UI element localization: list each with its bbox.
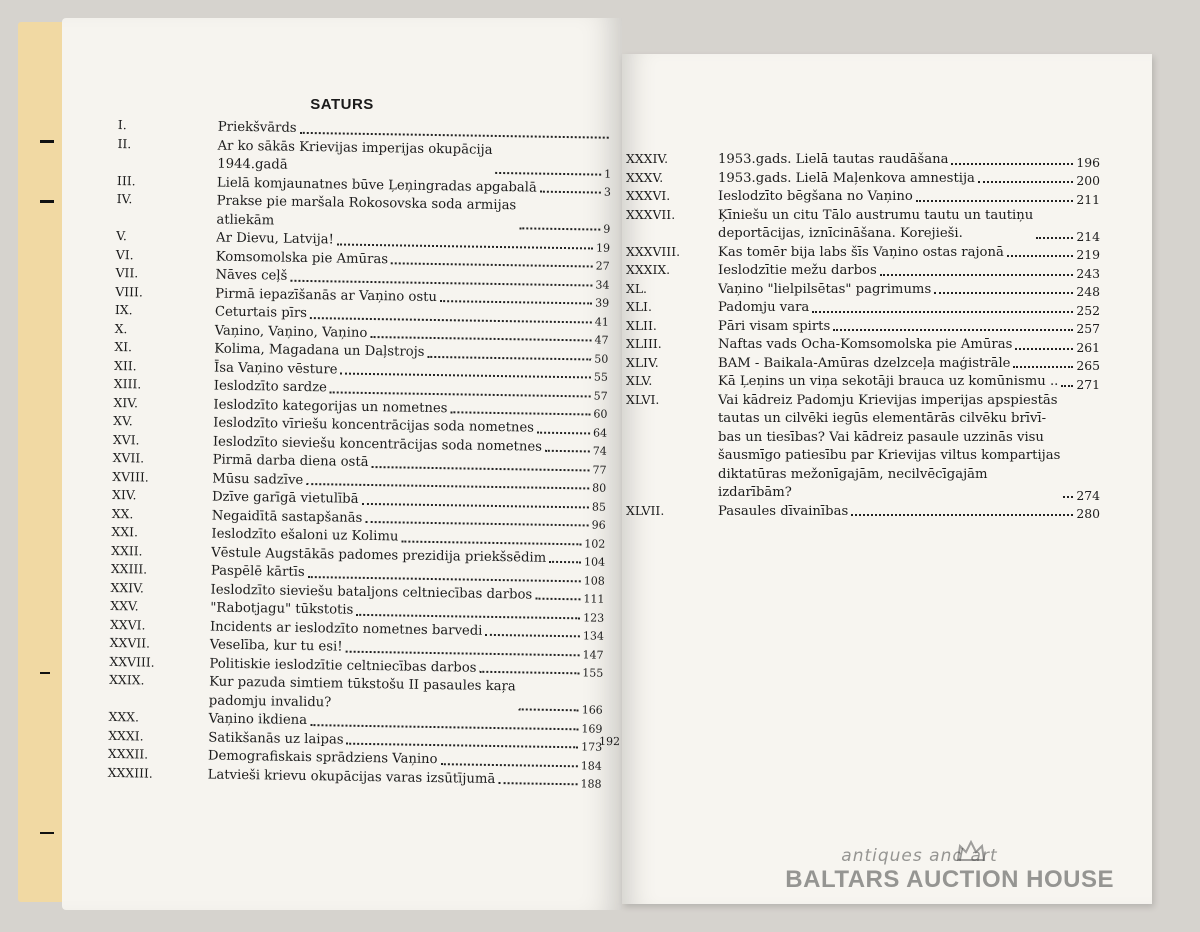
toc-entry-title: Dzīve garīgā vietulībā bbox=[211, 489, 359, 507]
dot-leader bbox=[347, 743, 579, 749]
toc-entry-number: XVIII. bbox=[112, 468, 149, 485]
toc-entry-title: Ieslodzīto sardze bbox=[213, 378, 327, 396]
toc-entry-title: Prakse pie maršala Rokosovska soda armijas atliekām bbox=[216, 193, 517, 228]
toc-entry bbox=[626, 262, 1100, 281]
cover-mark bbox=[40, 672, 50, 674]
toc-entry-title: Kā Ļeņins un viņa sekotāji brauca uz komūnismu .. bbox=[718, 374, 1059, 389]
toc-entry bbox=[626, 373, 1100, 392]
dot-leader bbox=[851, 514, 1073, 516]
watermark bbox=[785, 846, 1114, 894]
dot-leader bbox=[370, 336, 591, 341]
toc-entry-title: Vēstule Augstākās padomes prezidija priekšsēdim bbox=[211, 545, 547, 566]
toc-entry-title: Ar ko sākās Krievijas imperijas okupācija 1944.gadā bbox=[217, 138, 493, 173]
toc-entry bbox=[626, 151, 1100, 170]
toc-extra-page-number: 192 bbox=[598, 734, 621, 749]
toc-entry-number: IX. bbox=[114, 301, 133, 318]
toc-entry-page: 19 bbox=[595, 241, 611, 255]
toc-entry-number: XIV. bbox=[113, 394, 139, 410]
dot-leader bbox=[519, 227, 600, 230]
toc-entry bbox=[626, 170, 1100, 189]
toc-entry-number: XVII. bbox=[112, 449, 145, 466]
toc-entry-number: XXIX. bbox=[109, 671, 145, 688]
toc-entry-page: 188 bbox=[580, 777, 602, 791]
toc-entry-title: Īsa Vaņino vēsture bbox=[213, 360, 338, 377]
toc-entry-number: XLI. bbox=[626, 299, 652, 314]
toc-entry-title: Ieslodzīto bēgšana no Vaņino bbox=[718, 189, 913, 204]
toc-entry bbox=[626, 207, 1100, 244]
toc-entry-number: XII. bbox=[113, 357, 137, 373]
toc-entry-number: X. bbox=[114, 320, 128, 336]
toc-entry-title: Vaņino ikdiena bbox=[208, 711, 308, 729]
dot-leader bbox=[427, 355, 591, 360]
toc-entry-page: 96 bbox=[591, 518, 606, 532]
toc-entry-number: III. bbox=[116, 172, 136, 188]
dot-leader bbox=[306, 483, 589, 489]
toc-entry-title: Ceturtais pīrs bbox=[214, 304, 308, 321]
toc-entry-page: 57 bbox=[593, 389, 608, 403]
dot-leader bbox=[833, 329, 1073, 331]
dot-leader bbox=[310, 724, 578, 730]
toc-entry-number: XLII. bbox=[626, 317, 657, 333]
toc-entry-title: Ieslodzītie mežu darbos bbox=[718, 263, 877, 278]
toc-entry-title: Ieslodzīto kategorijas un nometnes bbox=[213, 397, 448, 416]
toc-entry-number: XXVIII. bbox=[109, 653, 155, 670]
toc-entry-title: Veselība, kur tu esi! bbox=[209, 637, 343, 655]
toc-entry-title: Mūsu sadzīve bbox=[212, 471, 304, 488]
dot-leader bbox=[1036, 237, 1073, 239]
toc-entry-number: XIII. bbox=[113, 375, 142, 392]
toc-entry-page: 271 bbox=[1076, 376, 1100, 392]
toc-entry-number: XL. bbox=[626, 280, 647, 296]
toc-entry-number: XX. bbox=[111, 505, 134, 521]
toc-entry-title: Paspēlē kārtīs bbox=[210, 563, 305, 580]
toc-entry-page: 64 bbox=[593, 426, 608, 440]
toc-entry-number: XIV. bbox=[111, 486, 137, 503]
toc-entry-page: 104 bbox=[583, 555, 606, 569]
toc-entry-page: 274 bbox=[1076, 487, 1100, 503]
toc-entry-title: Padomju vara bbox=[718, 300, 810, 315]
dot-leader bbox=[495, 171, 601, 175]
dot-leader bbox=[361, 502, 588, 508]
toc-entry-number: XXXIV. bbox=[626, 151, 669, 166]
toc-entry-number: XLV. bbox=[626, 373, 653, 388]
toc-entry-title: Nāves ceļš bbox=[215, 267, 288, 284]
toc-entry bbox=[626, 392, 1100, 503]
toc-entry-title: Priekšvārds bbox=[217, 119, 297, 136]
toc-entry-title: Incidents ar ieslodzīto nometnes barvedi bbox=[209, 619, 483, 639]
toc-entry-page: 50 bbox=[594, 352, 609, 366]
dot-leader bbox=[337, 243, 593, 249]
toc-entry-number: V. bbox=[116, 227, 127, 244]
toc-right-list bbox=[626, 151, 1100, 521]
toc-entry-title: Vai kādreiz Padomju Krievijas imperijas apspiestās tautas un cilvēki iegūs elementārās cilvēku brīvī- bas un tiesības? Vai kādreiz pasaule uzzinās visu šausmīgo patiesību par Krievijas viltus kompartijas diktatūras mežonīgajām, necilvēcīgajām izdarībām? bbox=[718, 392, 1061, 500]
dot-leader bbox=[340, 373, 591, 379]
dot-leader bbox=[934, 292, 1073, 294]
toc-entry-page: 1 bbox=[604, 167, 612, 181]
toc-entry-page: 248 bbox=[1076, 284, 1100, 299]
dot-leader bbox=[440, 300, 592, 304]
toc-entry-page: 155 bbox=[582, 666, 604, 680]
toc-entry-number: XXXIX. bbox=[626, 262, 671, 277]
toc-entry-page: 47 bbox=[594, 333, 609, 347]
toc-entry-title: Ieslodzīto sieviešu koncentrācijas soda nometnes bbox=[212, 434, 543, 455]
dot-leader bbox=[479, 671, 579, 675]
toc-entry-title: Kolima, Magadana un Daļstrojs bbox=[214, 341, 425, 360]
toc-entry-page: 74 bbox=[592, 444, 607, 458]
toc-entry-title: Vaņino, Vaņino, Vaņino bbox=[214, 323, 368, 341]
dot-leader bbox=[1013, 366, 1073, 368]
toc-entry-page: 39 bbox=[595, 296, 610, 310]
toc-entry bbox=[626, 281, 1100, 300]
toc-entry-page: 184 bbox=[580, 758, 602, 773]
toc-entry bbox=[626, 244, 1100, 263]
dot-leader bbox=[345, 650, 579, 656]
toc-entry bbox=[626, 503, 1100, 522]
toc-entry-number: XXIV. bbox=[110, 579, 144, 595]
toc-entry-number: XXXVI. bbox=[626, 188, 671, 203]
toc-entry-page: 280 bbox=[1076, 506, 1100, 521]
dot-leader bbox=[916, 200, 1074, 202]
toc-entry-page: 200 bbox=[1076, 173, 1100, 188]
toc-entry-page: 55 bbox=[593, 370, 609, 384]
toc-entry-title: Pāri visam spirts bbox=[718, 318, 831, 334]
toc-entry-number: XXII. bbox=[111, 542, 143, 558]
toc-entry bbox=[626, 318, 1100, 337]
toc-entry-number: XXV. bbox=[110, 597, 139, 614]
toc-entry-page: 85 bbox=[591, 499, 607, 514]
toc-left-list bbox=[108, 117, 612, 791]
toc-entry-page: 257 bbox=[1076, 321, 1100, 336]
dot-leader bbox=[549, 561, 581, 564]
toc-entry-title: Pirmā darba diena ostā bbox=[212, 452, 369, 470]
toc-entry-page: 27 bbox=[595, 259, 610, 273]
cover-mark bbox=[40, 832, 54, 834]
toc-entry-title: Kur pazuda simtiem tūkstošu II pasaules kaŗa padomju invalidu? bbox=[208, 674, 516, 710]
toc-entry-title: Satikšanās uz laipas bbox=[208, 729, 344, 748]
toc-entry-title: 1953.gads. Lielā tautas raudāšana bbox=[718, 152, 949, 167]
toc-entry-title: Pirmā iepazīšanās ar Vaņino ostu bbox=[215, 286, 438, 305]
dot-leader bbox=[518, 708, 578, 711]
toc-entry-title: Demografiskais sprādziens Vaņino bbox=[207, 748, 438, 768]
toc-entry-title: Pasaules dīvainības bbox=[718, 503, 849, 519]
toc-entry-page: 60 bbox=[593, 407, 608, 421]
dot-leader bbox=[391, 262, 593, 267]
watermark-brand: BALTARS AUCTION HOUSE bbox=[785, 866, 1114, 893]
toc-entry-title: Naftas vads Ocha-Komsomolska pie Amūras bbox=[718, 337, 1013, 352]
dot-leader bbox=[401, 540, 581, 545]
dot-leader bbox=[1063, 496, 1073, 498]
toc-entry-title: "Rabotjagu" tūkstotis bbox=[210, 600, 354, 618]
toc-entry-title: Ieslodzīto ešaloni uz Kolimu bbox=[211, 526, 399, 545]
toc-entry-number: XXIII. bbox=[110, 560, 148, 577]
toc-entry-page: 34 bbox=[595, 278, 610, 292]
toc-entry-page: 134 bbox=[582, 629, 605, 643]
toc-entry-number: XLVI. bbox=[626, 391, 660, 407]
dot-leader bbox=[537, 431, 590, 434]
toc-entry-title: Negaidītā sastapšanās bbox=[211, 508, 363, 526]
dot-leader bbox=[978, 181, 1073, 183]
toc-entry-title: Kas tomēr bija labs šīs Vaņino ostas rajonā bbox=[718, 244, 1004, 260]
cover-mark bbox=[40, 140, 54, 143]
dot-leader bbox=[540, 191, 601, 194]
toc-entry-number: XLIII. bbox=[626, 336, 662, 351]
toc-entry bbox=[626, 336, 1100, 355]
toc-entry-page: 196 bbox=[1076, 154, 1100, 170]
toc-entry-number: XXXVIII. bbox=[626, 243, 681, 259]
toc-entry-number: VIII. bbox=[115, 283, 143, 299]
toc-entry-number: XXVII. bbox=[109, 634, 151, 651]
toc-entry-number: I. bbox=[117, 117, 127, 133]
toc-entry-page: 243 bbox=[1076, 265, 1100, 281]
toc-entry-page: 123 bbox=[583, 610, 605, 625]
toc-entry-number: XLVII. bbox=[626, 502, 665, 518]
page-title: SATURS bbox=[310, 96, 374, 113]
dot-leader bbox=[310, 317, 592, 323]
toc-entry-number: XVI. bbox=[112, 431, 140, 447]
dot-leader bbox=[535, 598, 580, 601]
dot-leader bbox=[440, 763, 577, 767]
dot-leader bbox=[812, 311, 1073, 313]
toc-entry-page: 9 bbox=[603, 222, 611, 236]
toc-entry-title: Ieslodzīto sieviešu bataljons celtniecības darbos bbox=[210, 582, 533, 603]
toc-entry-page: 147 bbox=[582, 647, 604, 662]
toc-entry-title: Vaņino "lielpilsētas" pagrimums bbox=[718, 281, 932, 297]
toc-entry-number: XXXV. bbox=[626, 169, 664, 185]
toc-entry-number: II. bbox=[117, 135, 132, 151]
toc-entry bbox=[626, 355, 1100, 374]
toc-entry-page: 169 bbox=[581, 721, 603, 736]
toc-entry-page: 219 bbox=[1076, 247, 1100, 262]
toc-entry-title: Ar Dievu, Latvija! bbox=[215, 230, 334, 248]
cover-mark bbox=[40, 200, 54, 203]
toc-entry-number: XI. bbox=[114, 338, 133, 355]
toc-entry-page: 261 bbox=[1076, 339, 1100, 355]
toc-entry bbox=[626, 299, 1100, 318]
dot-leader bbox=[880, 274, 1074, 276]
dot-leader bbox=[1007, 255, 1074, 257]
toc-entry-title: 1953.gads. Lielā Maļenkova amnestija bbox=[718, 170, 975, 186]
toc-entry-number: XLIV. bbox=[626, 354, 659, 370]
toc-entry-number: XXXVII. bbox=[626, 206, 676, 222]
dot-leader bbox=[365, 521, 588, 527]
dot-leader bbox=[545, 450, 590, 453]
dot-leader bbox=[498, 782, 577, 785]
dot-leader bbox=[300, 131, 609, 138]
watermark-tagline: antiques and art bbox=[841, 846, 998, 866]
toc-entry-page: 265 bbox=[1076, 358, 1100, 373]
toc-entry-page: 211 bbox=[1076, 191, 1100, 207]
dot-leader bbox=[951, 163, 1073, 165]
toc-entry-title: Komsomolska pie Amūras bbox=[215, 249, 389, 267]
dot-leader bbox=[330, 391, 591, 397]
dot-leader bbox=[308, 576, 581, 582]
dot-leader bbox=[1061, 385, 1073, 387]
toc-entry-number: XXXI. bbox=[108, 727, 144, 743]
toc-entry-title: Politiskie ieslodzītie celtniecības darbos bbox=[209, 656, 477, 676]
toc-entry-title: Ieslodzīto vīriešu koncentrācijas soda nometnes bbox=[213, 415, 535, 436]
toc-entry-page: 252 bbox=[1076, 302, 1100, 318]
toc-entry-page: 77 bbox=[592, 462, 607, 477]
toc-entry-page: 41 bbox=[594, 315, 609, 329]
toc-entry-page: 80 bbox=[592, 481, 607, 495]
dot-leader bbox=[290, 279, 592, 286]
toc-entry-title: Ķīniešu un citu Tālo austrumu tautu un tautiņu deportācijas, iznīcināšana. Korejieši. bbox=[718, 207, 1034, 241]
toc-entry-title: BAM - Baikala-Amūras dzelzceļa maģistrāle bbox=[718, 355, 1011, 371]
toc-entry-page: 102 bbox=[584, 536, 606, 551]
toc-entry-page: 111 bbox=[583, 592, 605, 606]
toc-entry-title: Latvieši krievu okupācijas varas izsūtījumā bbox=[207, 766, 496, 787]
toc-entry-number: XXXII. bbox=[107, 745, 149, 762]
toc-entry-number: VI. bbox=[115, 246, 134, 262]
dot-leader bbox=[1015, 348, 1073, 350]
toc-entry-number: IV. bbox=[116, 190, 133, 207]
toc-entry-page: 214 bbox=[1076, 228, 1100, 244]
toc-entry-number: XXXIII. bbox=[107, 764, 153, 781]
toc-entry-number: XXX. bbox=[108, 708, 140, 725]
toc-entry-number: XXI. bbox=[111, 523, 139, 540]
toc-entry-number: XXVI. bbox=[109, 616, 146, 632]
dot-leader bbox=[371, 466, 589, 471]
dot-leader bbox=[485, 634, 580, 637]
toc-entry bbox=[626, 188, 1100, 207]
toc-entry-page: 108 bbox=[583, 573, 605, 588]
dot-leader bbox=[450, 411, 590, 415]
toc-entry-number: VII. bbox=[115, 264, 139, 281]
toc-entry-title: Lielā komjaunatnes būve Ļeņingradas apgabalā bbox=[216, 175, 537, 196]
toc-entry-page: 173 bbox=[581, 740, 603, 754]
dot-leader bbox=[356, 613, 580, 619]
toc-entry-number: XV. bbox=[113, 412, 133, 429]
toc-entry-page: 3 bbox=[603, 185, 611, 199]
toc-entry-page: 166 bbox=[581, 703, 603, 717]
